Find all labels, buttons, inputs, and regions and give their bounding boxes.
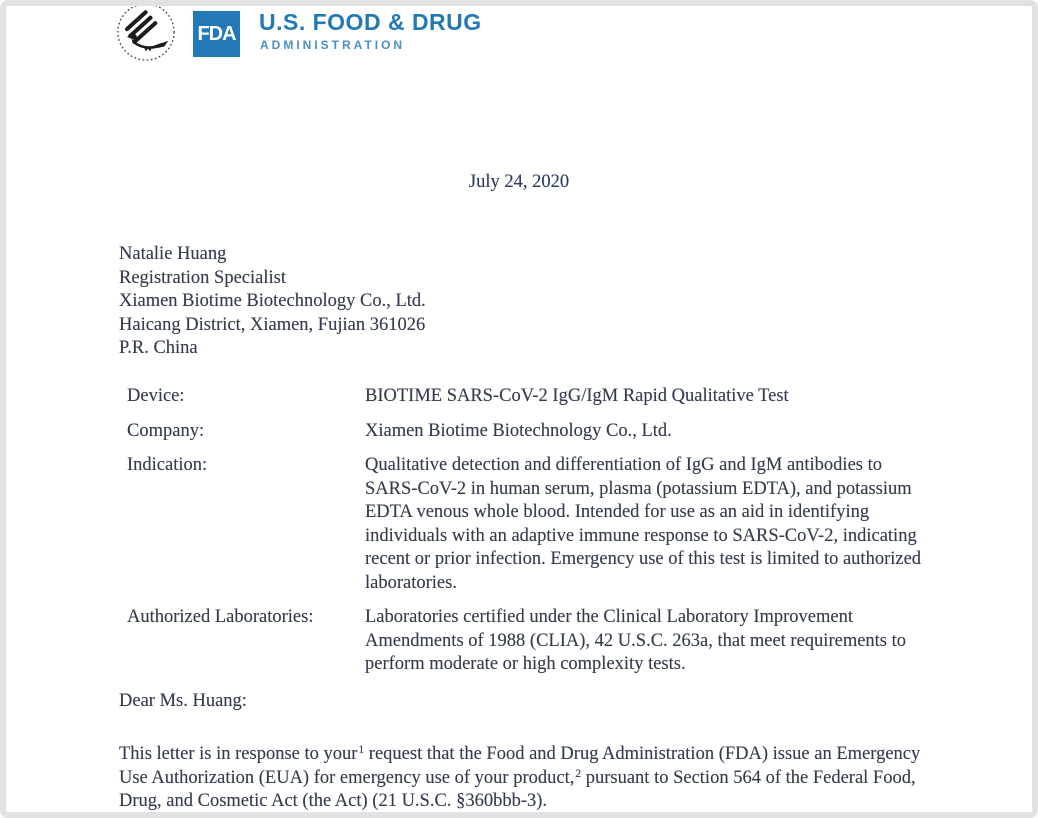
segment-text: request that the Food and Drug Administration (FDA) issue an Emergency Use Authorization (EUA) for emergency use of your product, — [119, 744, 921, 788]
letter-date: July 24, 2020 — [468, 172, 570, 192]
segment-text: This letter is in response to your — [119, 744, 358, 764]
fda-org-subname: ADMINISTRATION — [260, 38, 406, 52]
segment-text: pursuant to Section 564 of the Federal Food, Drug, and Cosmetic Act (the Act) (21 U.S.C. §360bbb-3). — [119, 767, 916, 811]
recipient-company: Xiamen Biotime Biotechnology Co., Ltd. — [119, 291, 426, 311]
field-label-authorized-laboratories: Authorized Laboratories: — [127, 607, 314, 627]
salutation: Dear Ms. Huang: — [119, 691, 247, 711]
fda-logo-square — [193, 11, 240, 57]
recipient-country: P.R. China — [119, 338, 198, 358]
footnote-ref-empty — [547, 791, 548, 803]
recipient-street: Haicang District, Xiamen, Fujian 361026 — [119, 314, 426, 335]
field-label-company: Company: — [127, 420, 205, 441]
recipient-address-block — [119, 243, 426, 361]
footnote-ref-2: 2 — [575, 767, 582, 780]
hhs-logo — [114, 1, 178, 63]
recipient-name: Natalie Huang — [119, 244, 227, 264]
fda-org-name: U.S. FOOD & DRUG — [259, 9, 482, 35]
field-value-company: Xiamen Biotime Biotechnology Co., Ltd. — [365, 420, 672, 441]
body-paragraph — [119, 743, 931, 814]
field-value-authorized-laboratories: Laboratories certified under the Clinical Laboratory Improvement Amendments of 1988 (CLIA), 42 U.S.C. 263a, that meet requirements to perform moderate or high complexity tests. — [365, 607, 907, 674]
hhs-eagle-icon — [114, 1, 178, 63]
paragraph-segment — [119, 744, 364, 764]
field-label-indication: Indication: — [127, 455, 208, 475]
field-label-device: Device: — [127, 386, 185, 406]
fda-logo-text: FDA — [197, 22, 236, 45]
recipient-title: Registration Specialist — [119, 267, 286, 288]
field-value-device: BIOTIME SARS-CoV-2 IgG/IgM Rapid Qualitative Test — [365, 386, 789, 406]
field-value-indication: Qualitative detection and differentiation of IgG and IgM antibodies to SARS-CoV-2 in human serum, plasma (potassium EDTA), and potassium EDTA venous whole blood. Intended for use as an aid in identifying individuals with an adaptive immune response to SARS-CoV-2, indicating recent or prior infection. Emergency use of this test is limited to authorized laboratories. — [365, 455, 922, 593]
footnote-ref-1: 1 — [358, 744, 365, 756]
device-info-table — [127, 385, 923, 677]
